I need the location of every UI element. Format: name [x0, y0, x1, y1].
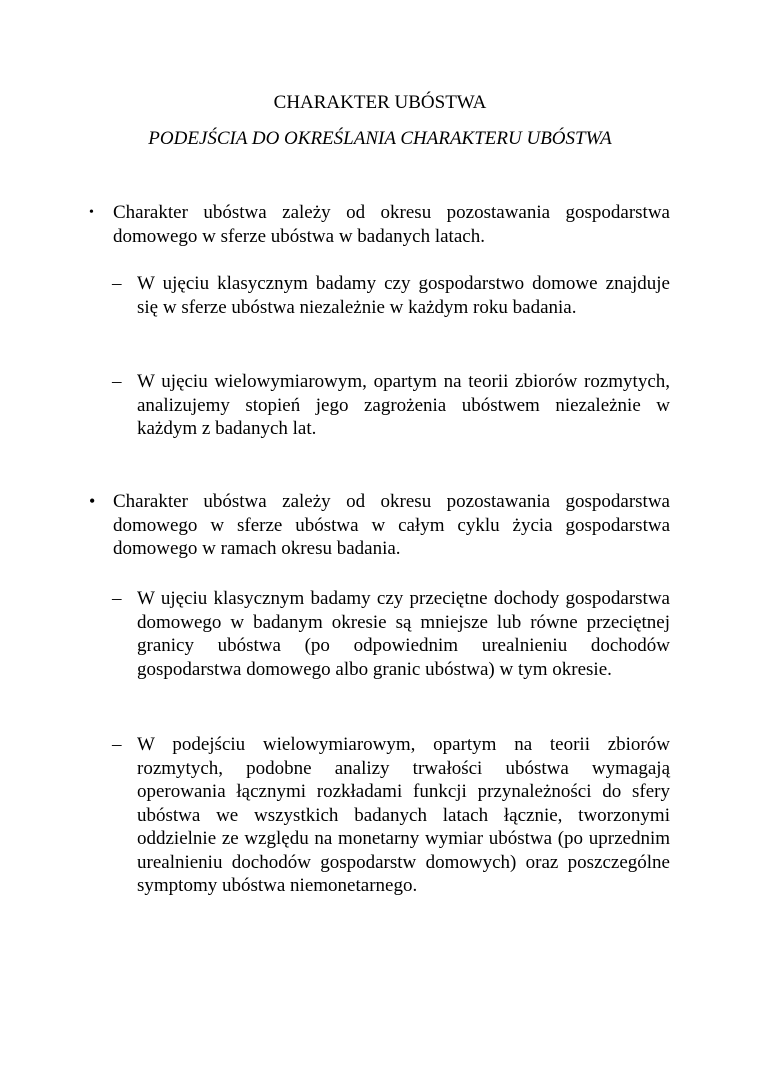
bullet-icon: •	[89, 491, 96, 511]
page-subtitle: PODEJŚCIA DO OKREŚLANIA CHARAKTERU UBÓSTWA	[148, 128, 612, 149]
bullet-icon: •	[89, 205, 94, 220]
dash-text: W podejściu wielowymiarowym, opartym na teorii zbiorów rozmytych, podobne analizy trwałości ubóstwa wymagają operowania łącznymi rozkładami funkcji przynależności do sfery ubóstwa we wszystkich badanych latach łącznie, tworzonymi oddzielnie ze względu na monetarny wymiar ubóstwa (po uprzednim urealnieniu dochodów gospodarstw domowych) oraz poszczególne symptomy ubóstwa niemonetarnego.	[137, 734, 670, 896]
dash-text: W ujęciu klasycznym badamy czy przeciętne dochody gospodarstwa domowego w badanym okresie są mniejsze lub równe przeciętnej granicy ubóstwa (po odpowiednim urealnieniu dochodów gospodarstwa domowego albo granic ubóstwa) w tym okresie.	[137, 588, 670, 680]
dash-item-1-1	[112, 272, 670, 319]
bullet-item-2	[89, 490, 670, 561]
bullet-text: Charakter ubóstwa zależy od okresu pozostawania gospodarstwa domowego w sferze ubóstwa w całym cyklu życia gospodarstwa domowego w ramach okresu badania.	[113, 491, 670, 559]
dash-item-1-2	[112, 370, 670, 441]
dash-icon: –	[112, 734, 122, 755]
bullet-item-1	[89, 201, 670, 248]
page-title: CHARAKTER UBÓSTWA	[273, 92, 487, 113]
dash-icon: –	[112, 588, 122, 609]
dash-text: W ujęciu wielowymiarowym, opartym na teorii zbiorów rozmytych, analizujemy stopień jego zagrożenia ubóstwem niezależnie w każdym z badanych lat.	[137, 371, 670, 439]
dash-icon: –	[112, 371, 122, 392]
dash-icon: –	[112, 273, 122, 294]
dash-text: W ujęciu klasycznym badamy czy gospodarstwo domowe znajduje się w sferze ubóstwa niezależnie w każdym roku badania.	[137, 273, 670, 318]
bullet-text: Charakter ubóstwa zależy od okresu pozostawania gospodarstwa domowego w sferze ubóstwa w badanych latach.	[113, 202, 670, 247]
dash-item-2-1	[112, 587, 670, 681]
dash-item-2-2	[112, 733, 670, 898]
